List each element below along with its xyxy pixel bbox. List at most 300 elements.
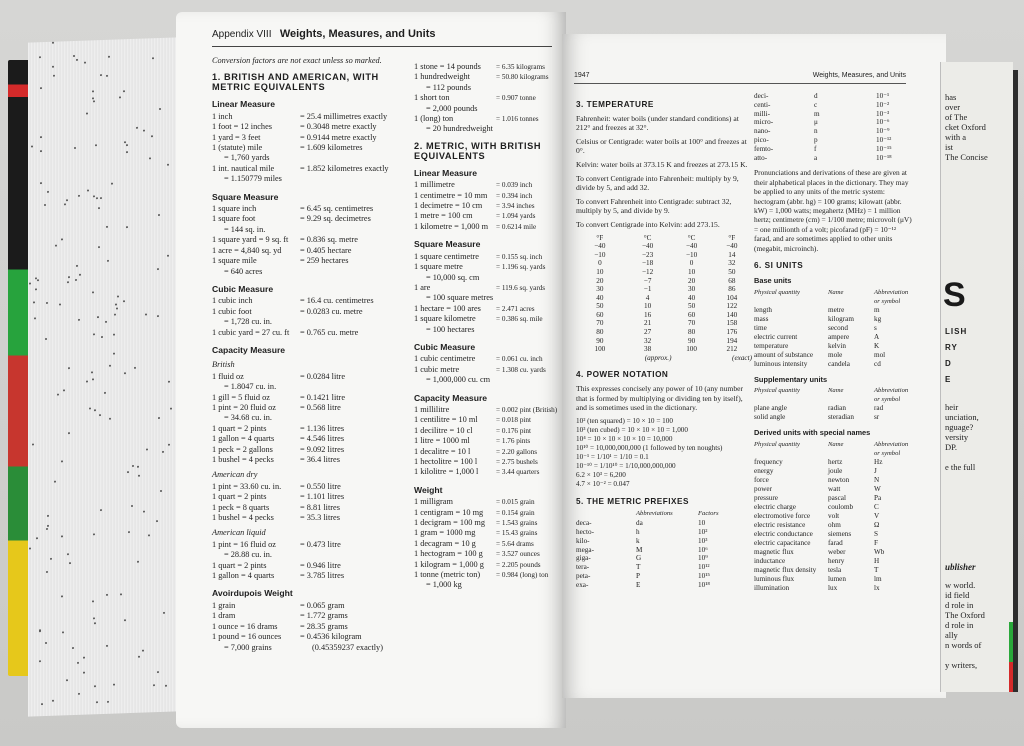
- conversion-note: Conversion factors are not exact unless so marked.: [212, 56, 382, 65]
- square-heading: Square Measure: [212, 191, 279, 202]
- metric-capacity-table: [414, 405, 560, 478]
- table-row: [212, 174, 408, 184]
- si-col-header: Abbreviation or symbol: [874, 440, 909, 457]
- measure-equivalent: = 5.64 drams: [496, 539, 534, 548]
- header-rule: [212, 46, 552, 47]
- section-5-title: 5. THE METRIC PREFIXES: [576, 496, 689, 506]
- measure-unit: 1 stone = 14 pounds: [414, 62, 481, 71]
- prefix-cell: M: [636, 545, 643, 554]
- fragment-line: n words of: [945, 640, 982, 650]
- measure-equivalent: [312, 317, 408, 327]
- edge-speck: [111, 183, 113, 185]
- measure-unit: 1 fluid oz: [212, 371, 244, 381]
- measure-unit: 1 dram: [212, 611, 236, 621]
- table-row: [212, 153, 408, 163]
- si-cell: ohm: [828, 520, 841, 529]
- measure-unit: = 100 square metres: [426, 293, 494, 303]
- measure-unit: 1 int. nautical mile: [212, 163, 275, 173]
- edge-speck: [167, 255, 169, 257]
- edge-speck: [44, 204, 46, 206]
- measure-equivalent: = 0.0284 litre: [300, 371, 346, 381]
- si-cell: steradian: [828, 413, 854, 422]
- edge-speck: [59, 303, 61, 305]
- measure-unit: = 1,000 kg: [426, 580, 462, 590]
- edge-speck: [117, 295, 119, 297]
- edge-speck: [127, 471, 129, 473]
- edge-speck: [158, 214, 160, 216]
- fragment-line: The Oxford: [945, 610, 985, 620]
- si-cell: pressure: [754, 493, 778, 502]
- prefix-cell: T: [636, 563, 641, 572]
- edge-speck: [46, 302, 48, 304]
- measure-equivalent: [312, 550, 408, 560]
- si-col-header: Physical quantity: [754, 440, 800, 448]
- fragment-line: e the full: [945, 462, 976, 472]
- edge-speck: [124, 141, 126, 143]
- table-row: [212, 513, 408, 523]
- edge-speck: [143, 511, 145, 513]
- edge-speck: [61, 535, 63, 537]
- edge-speck: [61, 460, 63, 462]
- temp-cell: 30: [688, 285, 696, 294]
- prefix-cell: pico-: [754, 135, 769, 144]
- temp-row: [576, 311, 752, 320]
- measure-equivalent: = 0.765 cu. metre: [300, 327, 359, 337]
- measure-unit: 1 hectogram = 100 g: [414, 549, 483, 559]
- table-row: [212, 424, 408, 434]
- table-row: [212, 503, 408, 513]
- edge-speck: [75, 279, 77, 281]
- edge-speck: [136, 127, 138, 129]
- exact-label: (exact): [732, 353, 752, 362]
- temp-col-header: °C: [643, 233, 652, 242]
- temp-cell: 30: [596, 285, 604, 294]
- metric-linear-heading: Linear Measure: [414, 167, 478, 178]
- si-cell: joule: [828, 466, 843, 475]
- measure-equivalent: = 8.81 litres: [300, 502, 340, 512]
- prefix-cell: 10¹²: [698, 563, 710, 572]
- si-cell: electric conductance: [754, 529, 813, 538]
- measure-unit: 1 hundredweight: [414, 72, 470, 82]
- edge-speck: [92, 291, 94, 293]
- table-row: [414, 580, 560, 590]
- cubic-heading: Cubic Measure: [212, 283, 274, 294]
- edge-speck: [72, 647, 74, 649]
- edge-speck: [126, 226, 128, 228]
- metric-linear-table: [414, 180, 560, 232]
- prefix-cell: 10⁻³: [876, 109, 890, 118]
- measure-unit: = 34.68 cu. in.: [224, 413, 273, 423]
- measure-equivalent: = 2.471 acres: [496, 304, 535, 313]
- table-row: [212, 143, 408, 153]
- edge-speck: [31, 145, 33, 147]
- temp-cell: 14: [728, 250, 736, 259]
- temp-cell: 104: [726, 293, 738, 302]
- measure-unit: 1 pint = 33.60 cu. in.: [212, 481, 282, 491]
- temp-cell: 80: [688, 328, 696, 337]
- prefix-cell: hecto-: [576, 528, 594, 536]
- table-row: [212, 571, 408, 581]
- edge-speck: [134, 367, 136, 369]
- next-page-tab-lines: [945, 324, 967, 388]
- edge-speck: [84, 62, 86, 64]
- fragment-line: cket Oxford: [945, 122, 986, 132]
- measure-equivalent: [508, 83, 560, 93]
- measure-equivalent: = 3.785 litres: [300, 571, 345, 581]
- left-column-a: [212, 56, 408, 653]
- edge-speck: [29, 283, 31, 285]
- table-row: [414, 436, 560, 446]
- edge-speck: [94, 685, 96, 687]
- edge-speck: [52, 42, 54, 44]
- temp-cell: 60: [596, 310, 604, 319]
- si-cell: energy: [754, 466, 774, 475]
- temp-cell: −12: [641, 267, 654, 276]
- edge-speck: [92, 97, 94, 99]
- edge-speck: [148, 534, 150, 536]
- measure-unit: 1 yard = 3 feet: [212, 132, 261, 142]
- edge-speck: [163, 612, 165, 614]
- measure-equivalent: (0.45359237 exactly): [312, 642, 383, 652]
- measure-unit: 1 cubic foot: [212, 306, 252, 316]
- si-cell: lumen: [828, 574, 846, 583]
- edge-speck: [120, 593, 122, 595]
- measure-equivalent: = 0.568 litre: [300, 402, 341, 412]
- edge-speck: [92, 378, 94, 380]
- measure-equivalent: = 0.907 tonne: [496, 94, 536, 103]
- edge-speck: [98, 246, 100, 248]
- temp-row: [576, 302, 752, 311]
- si-cell: s: [874, 323, 877, 332]
- measure-equivalent: [508, 124, 560, 134]
- edge-speck: [83, 657, 85, 659]
- measure-equivalent: = 35.3 litres: [300, 513, 340, 523]
- measure-equivalent: = 0.4536 kilogram: [300, 632, 362, 642]
- edge-speck: [116, 307, 118, 309]
- prefix-cell: μ: [814, 118, 818, 127]
- edge-speck: [128, 531, 130, 533]
- edge-speck: [115, 304, 117, 306]
- measure-unit: = 1.150779 miles: [224, 174, 282, 184]
- measure-equivalent: = 9.092 litres: [300, 444, 345, 454]
- si-cell: sr: [874, 413, 880, 422]
- edge-speck: [162, 451, 164, 453]
- temp-cell: 10: [596, 267, 604, 276]
- prefix-table-negative: [754, 92, 914, 162]
- measure-equivalent: = 0.176 pint: [496, 426, 532, 435]
- edge-speck: [131, 505, 133, 507]
- si-cell: time: [754, 323, 767, 332]
- measure-unit: 1 decagram = 10 g: [414, 538, 476, 548]
- table-row: [212, 550, 408, 560]
- edge-speck: [46, 528, 48, 530]
- edge-speck: [68, 276, 70, 278]
- temp-row: [576, 319, 752, 328]
- edge-speck: [40, 182, 42, 184]
- temp-cell: 50: [688, 302, 696, 311]
- edge-speck: [93, 333, 95, 335]
- edge-speck: [119, 96, 121, 98]
- measure-unit: = 2,000 pounds: [426, 103, 478, 113]
- si-cell: cd: [874, 359, 881, 368]
- measure-unit: 1 kilogram = 1,000 g: [414, 559, 484, 569]
- section-4-title: 4. POWER NOTATION: [576, 370, 669, 380]
- measure-unit: 1 gallon = 4 quarts: [212, 571, 275, 581]
- si-cell: volt: [828, 511, 840, 520]
- supplementary-units-table: [754, 386, 914, 422]
- measure-unit: 1 peck = 2 gallons: [212, 444, 273, 454]
- measure-equivalent: = 1.852 kilometres exactly: [300, 163, 389, 173]
- si-col-header: Abbreviation or symbol: [874, 288, 909, 305]
- table-row: [414, 72, 560, 82]
- temp-cell: 158: [726, 319, 738, 328]
- measure-unit: 1 peck = 8 quarts: [212, 502, 270, 512]
- table-row: [212, 307, 408, 317]
- si-col-header: Abbreviation or symbol: [874, 387, 909, 404]
- edge-speck: [143, 130, 145, 132]
- prefix-cell: p: [814, 135, 818, 144]
- temp-cell: 0: [689, 259, 694, 268]
- left-column-b: [414, 62, 560, 591]
- edge-speck: [61, 238, 63, 240]
- table-row: [414, 283, 560, 293]
- table-row: [414, 415, 560, 425]
- square-table: [212, 204, 408, 277]
- temp-col-header: °C: [687, 233, 696, 242]
- measure-equivalent: = 0.550 litre: [300, 481, 341, 491]
- prefix-cell: femto-: [754, 144, 774, 153]
- temperature-table: [576, 234, 752, 363]
- power-example: 10³ (ten cubed) = 10 × 10 × 10 = 1,000: [576, 425, 688, 434]
- si-cell: pascal: [828, 493, 846, 502]
- table-row: [212, 382, 408, 392]
- temp-cell: 60: [688, 310, 696, 319]
- si-cell: lux: [828, 583, 838, 592]
- measure-unit: = 144 sq. in.: [224, 224, 266, 234]
- measure-equivalent: = 15.43 grains: [496, 529, 538, 538]
- table-row: [414, 104, 560, 114]
- edge-speck: [99, 414, 101, 416]
- edge-speck: [124, 619, 126, 621]
- measure-unit: 1 litre = 1000 ml: [414, 436, 470, 446]
- prefix-cell: m: [814, 109, 820, 118]
- edge-speck: [137, 466, 139, 468]
- left-page: [176, 12, 566, 728]
- table-row: [212, 611, 408, 621]
- table-row: [212, 643, 408, 653]
- temp-cell: 212: [726, 345, 738, 354]
- measure-equivalent: = 0.1421 litre: [300, 392, 346, 402]
- power-example: 10¹⁰ = 10,000,000,000 (1 followed by ten noughts): [576, 443, 723, 452]
- si-cell: tesla: [828, 565, 842, 574]
- table-row: [212, 112, 408, 122]
- edge-speck: [123, 90, 125, 92]
- table-row: [414, 62, 560, 72]
- edge-speck: [153, 684, 155, 686]
- edge-speck: [34, 317, 36, 319]
- measure-unit: 1 quart = 2 pints: [212, 560, 267, 570]
- edge-speck: [89, 407, 91, 409]
- measure-unit: = 1,728 cu. in.: [224, 317, 273, 327]
- table-row: [212, 403, 408, 413]
- measure-equivalent: = 9.29 sq. decimetres: [300, 214, 371, 224]
- american-liquid-label: American liquid: [212, 528, 266, 538]
- si-col-header: Physical quantity: [754, 387, 800, 395]
- temp-cell: 80: [596, 328, 604, 337]
- prefix-cell: deca-: [576, 519, 592, 528]
- prefix-cell: tera-: [576, 563, 590, 572]
- edge-speck: [106, 645, 108, 647]
- si-cell: second: [828, 323, 848, 332]
- temp-celsius: Celsius or Centigrade: water boils at 100° and freezes at 0°.: [576, 136, 747, 156]
- si-cell: W: [874, 484, 881, 493]
- measure-equivalent: = 0.065 gram: [300, 600, 345, 610]
- temp-cell: −18: [641, 259, 654, 268]
- measure-equivalent: = 28.35 grams: [300, 621, 348, 631]
- table-row: [414, 211, 560, 221]
- temp-cell: 0: [598, 259, 602, 268]
- american-dry-table: [212, 482, 408, 524]
- edge-speck: [151, 135, 153, 137]
- prefix-cell: 10⁻¹⁵: [876, 144, 892, 153]
- measure-equivalent: = 1.196 sq. yards: [496, 263, 546, 272]
- fragment-line: nguage?: [945, 422, 974, 432]
- edge-speck: [37, 279, 39, 281]
- prefix-explanation: Pronunciations and derivations of these are given at their alphabetical places in the dictionary. They may be applied to any units of the metric system: hectogram (abbr. hg) = 100 grams; kilowatt (abbr. kW) = 1,000 watts; megahertz (MHz) = 1 million hertz; centimetre (cm) = 1/100 metre; microvolt (μV) = one millionth of a volt; picofarad (pF) = 10⁻¹² farad, and are sometimes applied to other units (megabit, microinch).: [754, 168, 912, 253]
- prefix-cell: da: [636, 519, 643, 528]
- section-3-title: 3. TEMPERATURE: [576, 100, 654, 109]
- table-row: [212, 482, 408, 492]
- si-cell: henry: [828, 556, 845, 565]
- temp-cell: 100: [594, 345, 606, 354]
- temp-cell: 176: [726, 328, 738, 337]
- edge-speck: [55, 245, 57, 247]
- table-row: [212, 133, 408, 143]
- table-row: [212, 492, 408, 502]
- table-row: [212, 632, 408, 642]
- temp-cell: 40: [688, 293, 696, 302]
- edge-speck: [68, 432, 70, 434]
- power-notation-examples: [576, 417, 752, 489]
- metric-square-table: [414, 252, 560, 335]
- prefix-cell: giga-: [576, 554, 591, 563]
- si-cell: electric charge: [754, 502, 796, 511]
- power-example: 4.7 × 10⁻² = 0.047: [576, 479, 630, 488]
- american-dry-label: American dry: [212, 470, 258, 480]
- measure-unit: = 112 pounds: [426, 82, 471, 92]
- edge-speck: [101, 336, 103, 338]
- measure-equivalent: = 0.405 hectare: [300, 245, 352, 255]
- prefix-cell: 10¹⁸: [698, 580, 710, 589]
- prefix-cell: 10⁻¹: [876, 92, 890, 100]
- measure-equivalent: = 0.836 sq. metre: [300, 235, 358, 245]
- edge-speck: [47, 515, 49, 517]
- next-page-publisher: ublisher: [945, 562, 976, 572]
- prefix-cell: f: [814, 144, 817, 153]
- edge-speck: [106, 75, 108, 77]
- si-cell: Pa: [874, 493, 882, 502]
- measure-equivalent: = 0.061 cu. inch: [496, 355, 543, 364]
- measure-equivalent: [508, 375, 560, 385]
- measure-unit: 1 metre = 100 cm: [414, 211, 473, 221]
- measure-equivalent: = 0.015 grain: [496, 498, 535, 507]
- si-cell: metre: [828, 305, 845, 314]
- si-cell: kg: [874, 314, 882, 323]
- measure-equivalent: = 6.35 kilograms: [496, 63, 545, 71]
- linear-table: [212, 112, 408, 185]
- measure-unit: 1 (long) ton: [414, 114, 454, 124]
- edge-speck: [167, 164, 169, 166]
- prefix-cell: exa-: [576, 580, 589, 589]
- si-col-header: Name: [828, 387, 844, 395]
- temp-cell: 90: [596, 336, 604, 345]
- measure-equivalent: = 0.6214 mile: [496, 222, 537, 231]
- next-page-text-mid: [945, 402, 1013, 472]
- measure-equivalent: = 0.394 inch: [496, 191, 533, 200]
- table-row: [212, 204, 408, 214]
- edge-speck: [108, 56, 110, 58]
- table-row: [414, 467, 560, 477]
- prefix-col-header: [576, 510, 636, 519]
- table-row: [414, 114, 560, 124]
- power-example: 10⁴ = 10 × 10 × 10 × 10 = 10,000: [576, 434, 673, 443]
- edge-speck: [138, 656, 140, 658]
- metric-weight-table: [414, 497, 560, 591]
- table-row: [414, 570, 560, 580]
- edge-speck: [68, 367, 70, 369]
- next-page-text-top: [945, 92, 1013, 162]
- next-page-text-low: [945, 580, 1013, 670]
- prefix-cell: mega-: [576, 545, 594, 554]
- measure-unit: 1 quart = 2 pints: [212, 492, 267, 502]
- si-cell: luminous flux: [754, 574, 795, 583]
- edge-speck: [98, 207, 100, 209]
- table-row: [414, 273, 560, 283]
- metric-cubic-table: [414, 354, 560, 385]
- edge-speck: [94, 622, 96, 624]
- edge-speck: [73, 55, 75, 57]
- section-1-title: 1. BRITISH AND AMERICAN, WITH METRIC EQUIVALENTS: [212, 72, 379, 93]
- measure-equivalent: = 1.308 cu. yards: [496, 365, 546, 374]
- measure-unit: 1 bushel = 4 pecks: [212, 513, 274, 523]
- si-cell: candela: [828, 359, 850, 368]
- si-cell: watt: [828, 484, 841, 493]
- measure-equivalent: = 0.3048 metre exactly: [300, 122, 377, 132]
- edge-speck: [52, 700, 54, 702]
- measure-unit: 1 acre = 4,840 sq. yd: [212, 245, 282, 255]
- temp-cell: 4: [645, 293, 650, 302]
- measure-unit: 1 square yard = 9 sq. ft: [212, 235, 289, 245]
- si-cell: mol: [874, 350, 886, 359]
- edge-speck: [93, 100, 95, 102]
- measure-unit: 1 kilolitre = 1,000 l: [414, 467, 479, 477]
- si-cell: lx: [874, 583, 880, 592]
- temp-cell: −1: [643, 285, 652, 294]
- table-row: [414, 365, 560, 375]
- measure-unit: = 28.88 cu. in.: [224, 550, 273, 560]
- edge-speck: [157, 671, 159, 673]
- edge-speck: [113, 684, 115, 686]
- avoirdupois-heading: Avoirdupois Weight: [212, 588, 293, 599]
- edge-speck: [114, 314, 116, 316]
- edge-speck: [67, 553, 69, 555]
- prefix-cell: peta-: [576, 571, 591, 580]
- edge-speck: [46, 571, 48, 573]
- measure-equivalent: = 50.80 kilograms: [496, 73, 549, 82]
- measure-equivalent: = 0.386 sq. mile: [496, 315, 543, 324]
- table-row: [414, 447, 560, 457]
- edge-speck: [87, 189, 89, 191]
